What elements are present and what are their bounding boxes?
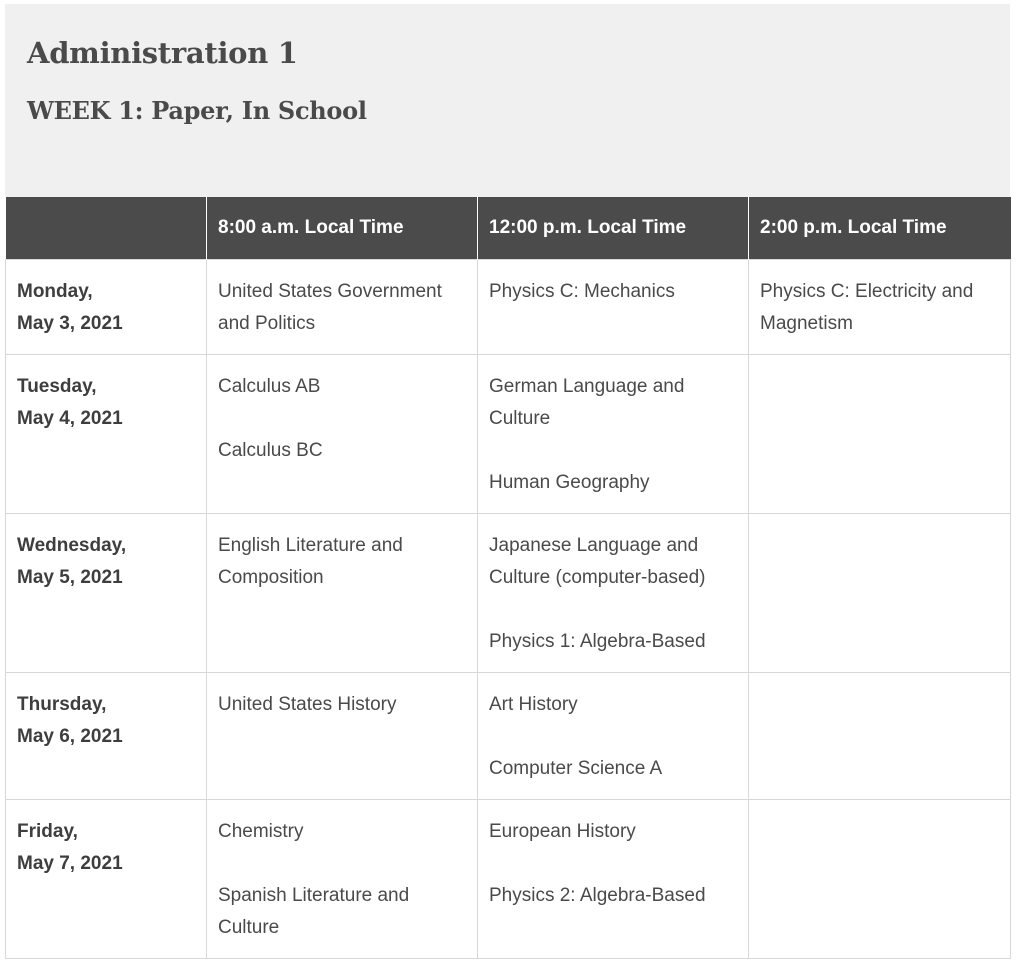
exam-name: Calculus AB	[218, 375, 321, 397]
slot-12pm-cell	[478, 672, 749, 799]
date-label: May 5, 2021	[17, 566, 123, 588]
slot-8am-cell	[207, 672, 478, 799]
table-row	[6, 672, 1011, 799]
slot-12pm-cell	[478, 513, 749, 672]
exam-name: Art History	[489, 693, 578, 715]
exam-name: Human Geography	[489, 471, 650, 493]
day-cell	[6, 354, 207, 513]
slot-2pm-cell	[749, 354, 1011, 513]
exam-name: Spanish Literature and Culture	[218, 884, 410, 938]
exam-name: Physics 1: Algebra-Based	[489, 630, 706, 652]
exam-name: Calculus BC	[218, 439, 323, 461]
exam-schedule-table	[5, 197, 1011, 959]
column-header-8am: 8:00 a.m. Local Time	[207, 197, 478, 259]
date-label: May 3, 2021	[17, 312, 123, 334]
slot-2pm-cell	[749, 672, 1011, 799]
exam-name: Computer Science A	[489, 757, 663, 779]
slot-8am-cell	[207, 513, 478, 672]
slot-8am-cell	[207, 354, 478, 513]
date-label: May 4, 2021	[17, 407, 123, 429]
date-label: May 6, 2021	[17, 725, 123, 747]
slot-12pm-cell	[478, 799, 749, 958]
slot-2pm-cell	[749, 799, 1011, 958]
slot-12pm-cell	[478, 354, 749, 513]
weekday-label: Wednesday,	[17, 534, 127, 556]
table-row	[6, 799, 1011, 958]
header-panel	[5, 4, 1010, 197]
day-cell	[6, 513, 207, 672]
table-header-row	[6, 197, 1011, 259]
day-cell	[6, 672, 207, 799]
exam-name: German Language and Culture	[489, 375, 685, 429]
slot-8am-cell	[207, 259, 478, 354]
column-header-2pm: 2:00 p.m. Local Time	[749, 197, 1011, 259]
column-header-day	[6, 197, 207, 259]
date-label: May 7, 2021	[17, 852, 123, 874]
exam-name: Physics C: Electricity and Magnetism	[760, 280, 974, 334]
weekday-label: Monday,	[17, 280, 93, 302]
schedule-page	[5, 4, 1010, 959]
day-cell	[6, 259, 207, 354]
weekday-label: Thursday,	[17, 693, 107, 715]
table-row	[6, 259, 1011, 354]
table-row	[6, 513, 1011, 672]
slot-8am-cell	[207, 799, 478, 958]
slot-2pm-cell	[749, 513, 1011, 672]
table-body	[6, 259, 1011, 958]
exam-name: English Literature and Composition	[218, 534, 403, 588]
exam-name: Chemistry	[218, 820, 304, 842]
page-title: Administration 1	[27, 36, 298, 70]
exam-name: Physics 2: Algebra-Based	[489, 884, 706, 906]
table-row	[6, 354, 1011, 513]
slot-12pm-cell	[478, 259, 749, 354]
exam-name: United States History	[218, 693, 397, 715]
exam-name: Physics C: Mechanics	[489, 280, 675, 302]
weekday-label: Tuesday,	[17, 375, 97, 397]
column-header-12pm: 12:00 p.m. Local Time	[478, 197, 749, 259]
slot-2pm-cell	[749, 259, 1011, 354]
week-subtitle: WEEK 1: Paper, In School	[27, 96, 367, 125]
exam-name: Japanese Language and Culture (computer-based)	[489, 534, 706, 588]
day-cell	[6, 799, 207, 958]
weekday-label: Friday,	[17, 820, 78, 842]
exam-name: United States Government and Politics	[218, 280, 442, 334]
exam-name: European History	[489, 820, 636, 842]
